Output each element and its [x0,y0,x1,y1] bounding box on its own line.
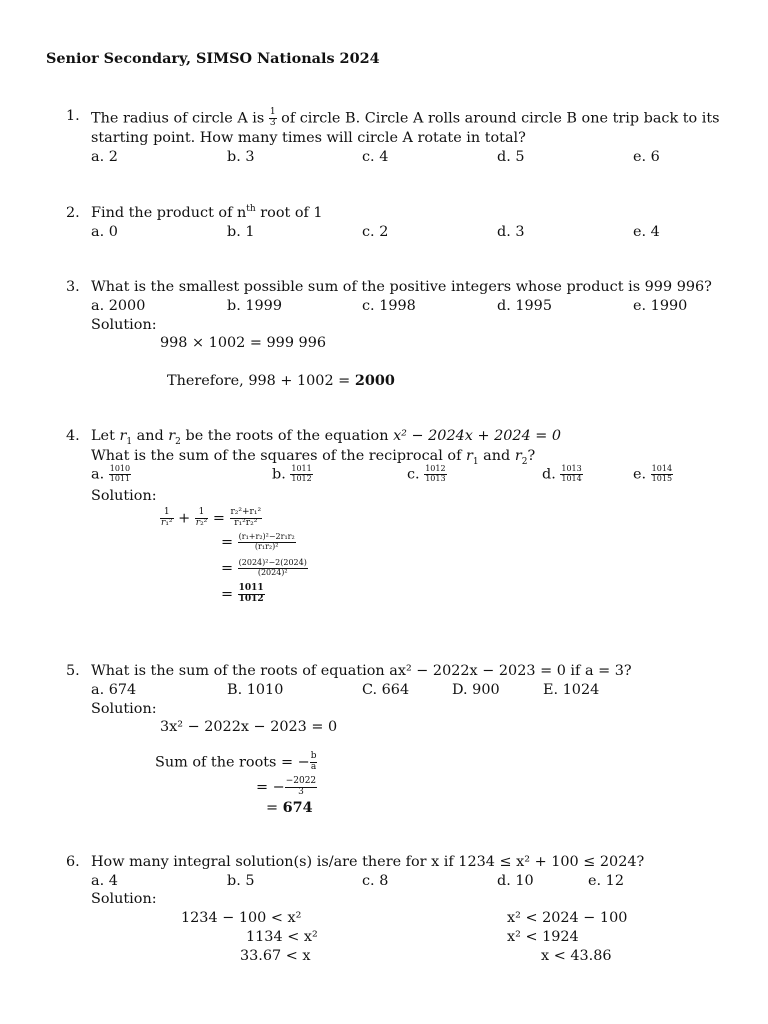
option-c: c. 8 [362,873,389,889]
solution-label: Solution: [91,317,157,333]
option-a: a. $\frac{1010}{1011}$ [91,464,131,483]
option-d: d. 1995 [497,298,552,314]
option-e: e. 1990 [633,298,688,314]
option-d: d. $\frac{1013}{1014}$ [542,464,582,483]
option-d: d. 5 [497,149,525,165]
solution-step-2: Therefore, 998 + 1002 = 2000 [167,372,395,389]
question-text-line-2: starting point. How many times will circle A rotate in total? [91,130,526,146]
option-b: B. 1010 [227,682,284,698]
equation: x² − 2024x + 2024 = 0 [393,428,562,444]
question-number: 3. [66,279,80,295]
page-header: Senior Secondary, SIMSO Nationals 2024 [46,50,380,67]
question-text: What is the sum of the roots of equation ax² − 2022x − 2023 = 0 if a = 3? [91,663,632,679]
question-number: 6. [66,854,80,870]
option-e: e. 6 [633,149,660,165]
question-number: 5. [66,663,80,679]
option-c: c. 1998 [362,298,416,314]
question-text-line-2: What is the sum of the squares of the reciprocal of $r_1$ and $r_2$? [91,448,536,467]
option-e: e. $\frac{1014}{1015}$ [633,464,673,483]
solution-label: Solution: [91,891,157,907]
option-a: a. 0 [91,224,118,240]
solution-step-3: = − $\frac{-2022}{3}$ [256,776,317,797]
option-a: a. 2 [91,149,118,165]
solution-label: Solution: [91,701,157,717]
question-number: 2. [66,205,80,221]
option-a: a. 674 [91,682,137,698]
option-d: d. 3 [497,224,525,240]
option-e: E. 1024 [543,682,600,698]
question-text: How many integral solution(s) is/are there for x if 1234 ≤ x² + 100 ≤ 2024? [91,854,645,870]
fraction-one-third: $\frac{1}{3}$ [269,107,276,128]
option-e: e. 12 [588,873,624,889]
option-b: b. 3 [227,149,255,165]
option-b: b. $\frac{1011}{1012}$ [272,464,312,483]
solution-left-line-1: 1234 − 100 < x² [181,910,302,926]
option-b: b. 1 [227,224,255,240]
solution-left-line-2: 1134 < x² [246,929,318,945]
question-number: 4. [66,428,80,444]
question-text-line-1: Let $r_1$ and $r_2$ be the roots of the equation x² − 2024x + 2024 = 0 [91,428,562,447]
option-b: b. 1999 [227,298,282,314]
solution-step-1: 3x² − 2022x − 2023 = 0 [160,719,338,735]
solution-right-line-1: x² < 2024 − 100 [507,910,628,926]
solution-row-4: = $\frac{1011}{1012}$ [221,583,264,604]
option-c: c. 4 [362,149,389,165]
solution-left-line-3: 33.67 < x [240,948,311,964]
solution-right-line-3: x < 43.86 [541,948,612,964]
question-text-line-1: The radius of circle A is $\frac{1}{3}$ of circle B. Circle A rolls around circle B one trip back to its [91,107,720,128]
option-d: D. 900 [452,682,500,698]
option-c: C. 664 [362,682,410,698]
option-a: a. 2000 [91,298,146,314]
option-a: a. 4 [91,873,118,889]
option-c: c. 2 [362,224,389,240]
option-b: b. 5 [227,873,255,889]
option-e: e. 4 [633,224,660,240]
solution-row-1: $\frac{1}{\text{r₁²}}$ + $\frac{1}{\text{r₂²}}$ = $\frac{\text{r₂²+r₁²}}{\text{r₁²r₂²}}$ [161,507,262,528]
option-c: c. $\frac{1012}{1013}$ [407,464,446,483]
solution-step-1: 998 × 1002 = 999 996 [160,335,327,351]
question-text: Find the product of $n^{th}$ root of 1 [91,204,323,221]
answer: 2000 [354,372,395,389]
answer: 674 [282,799,313,816]
question-number: 1. [66,108,80,124]
solution-row-2: = $\frac{\text{(r₁+r₂)²−2r₁r₂}}{\text{(r₁r₂)²}}$ [221,532,295,551]
solution-right-line-2: x² < 1924 [507,929,579,945]
solution-label: Solution: [91,488,157,504]
solution-step-2: Sum of the roots = − $\frac{b}{a}$ [155,751,317,772]
solution-step-4: = 674 [266,799,313,816]
option-d: d. 10 [497,873,534,889]
question-text: What is the smallest possible sum of the positive integers whose product is 999 996? [91,279,712,295]
solution-row-3: = $\frac{\text{(2024)²−2(2024)}}{\text{(2024)²}}$ [221,558,307,577]
